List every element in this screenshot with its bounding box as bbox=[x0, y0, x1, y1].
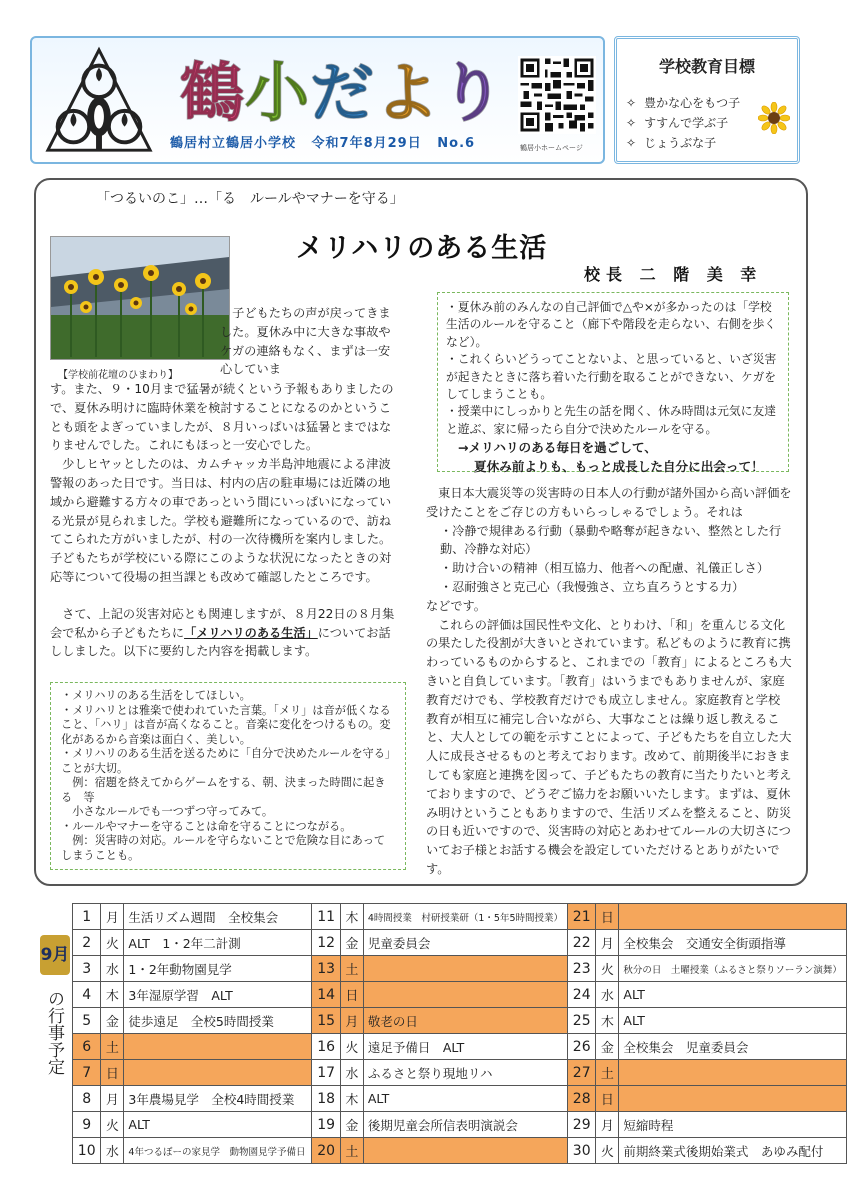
calendar-weekday: 日 bbox=[596, 1086, 619, 1112]
calendar-weekday: 金 bbox=[101, 1008, 124, 1034]
issue-date: 令和7年8月29日 bbox=[311, 136, 422, 151]
calendar-row bbox=[73, 1086, 847, 1112]
calendar-weekday: 日 bbox=[596, 904, 619, 930]
goal-item: ✧ 豊かな心をもつ子 bbox=[626, 96, 741, 110]
article-text-col2 bbox=[426, 484, 792, 879]
calendar-event: 前期終業式後期始業式 あゆみ配付 bbox=[619, 1138, 847, 1164]
calendar-event: 1・2年動物園見学 bbox=[124, 956, 312, 982]
article-paragraph: 東日本大震災等の災害時の日本人の行動が諸外国から高い評価を受けたことをご存じの方もいらっしゃるでしょう。それは bbox=[426, 486, 792, 519]
title-char: だ bbox=[310, 57, 375, 131]
article-text-lead bbox=[220, 304, 396, 379]
calendar-weekday: 火 bbox=[340, 1034, 363, 1060]
calendar-event: 徒歩遠足 全校5時間授業 bbox=[124, 1008, 312, 1034]
calendar-weekday: 木 bbox=[101, 982, 124, 1008]
calendar-event: ALT bbox=[124, 1112, 312, 1138]
calendar-weekday: 水 bbox=[101, 956, 124, 982]
calendar-row bbox=[73, 982, 847, 1008]
calendar-day: 15 bbox=[312, 1008, 340, 1034]
article-paragraph: などです。 bbox=[426, 598, 486, 613]
calendar-day: 3 bbox=[73, 956, 101, 982]
calendar-weekday: 木 bbox=[596, 1008, 619, 1034]
calendar-event bbox=[363, 1138, 567, 1164]
calendar-day: 17 bbox=[312, 1060, 340, 1086]
calendar-day: 25 bbox=[568, 1008, 596, 1034]
summary-item: ・メリハリのある生活を送るために「自分で決めたルールを守る」ことが大切。 bbox=[61, 747, 391, 775]
calendar-day: 7 bbox=[73, 1060, 101, 1086]
calendar-day: 9 bbox=[73, 1112, 101, 1138]
calendar-day: 1 bbox=[73, 904, 101, 930]
school-crest-icon bbox=[40, 44, 158, 162]
calendar-event: 秋分の日 土曜授業（ふるさと祭りソーラン演舞） bbox=[619, 956, 847, 982]
calendar-event bbox=[363, 982, 567, 1008]
calendar-day: 29 bbox=[568, 1112, 596, 1138]
calendar-weekday: 水 bbox=[340, 1060, 363, 1086]
summary-item: ・これくらいどうってことないよ、と思っていると、いざ災害が起きたときに落ち着いた行動を取ることができない、ケガをしてしまうことも。 bbox=[446, 352, 777, 402]
list-item: ・助け合いの精神（相互協力、他者への配慮、礼儀正しさ） bbox=[440, 561, 770, 576]
school-goals-title: 学校教育目標 bbox=[658, 57, 755, 76]
calendar-weekday: 日 bbox=[340, 982, 363, 1008]
calendar-day: 24 bbox=[568, 982, 596, 1008]
calendar-weekday: 月 bbox=[596, 1112, 619, 1138]
summary-item: 例：宿題を終えてからゲームをする、朝、決まった時間に起きる 等 bbox=[61, 776, 386, 804]
calendar-day: 20 bbox=[312, 1138, 340, 1164]
summary-item: ・メリハリとは雅楽で使われていた言葉。「メリ」は音が低くなること、「ハリ」は音が高くなること。音楽に変化をつけるもの。変化があるから音楽は面白く、美しい。 bbox=[61, 703, 391, 746]
calendar-event: ALT bbox=[363, 1086, 567, 1112]
article-author: 校長 二 階 美 幸 bbox=[584, 265, 763, 284]
calendar-weekday: 月 bbox=[101, 904, 124, 930]
calendar-event: ALT bbox=[619, 982, 847, 1008]
calendar-label bbox=[42, 990, 66, 1080]
calendar-weekday: 月 bbox=[340, 1008, 363, 1034]
title-char: よ bbox=[375, 57, 440, 131]
calendar-row bbox=[73, 956, 847, 982]
qr-code-icon[interactable] bbox=[518, 56, 596, 134]
list-item: ・忍耐強さと克己心（我慢強さ、立ち直ろうとする力） bbox=[440, 579, 745, 594]
calendar-label-text: の行事予定 bbox=[44, 990, 64, 1075]
article-paragraph: 少しヒヤッとしたのは、カムチャッカ半島沖地震による津波警報のあった日です。当日は、村内の店の駐車場には近隣の地域から避難する方々の車であっという間にいっぱいになっている光景が見られました。学校も避難所になっているので、訪ねてこられた方がいましたが、村の一次待機所を案内しました。子どもたちが学校にいる際にこのような状況になったときの対応等について役場の担当課とも改めて確認したところです。 bbox=[50, 457, 392, 584]
calendar-day: 8 bbox=[73, 1086, 101, 1112]
calendar-event: 後期児童会所信表明演説会 bbox=[363, 1112, 567, 1138]
title-char: り bbox=[440, 57, 505, 131]
summary-item: ・授業中にしっかりと先生の話を聞く、休み時間は元気に友達と遊ぶ、家に帰ったら自分で決めたルールを守る。 bbox=[446, 404, 777, 436]
calendar-weekday: 土 bbox=[340, 1138, 363, 1164]
masthead-subtitle bbox=[170, 132, 485, 151]
calendar-event bbox=[124, 1060, 312, 1086]
calendar-day: 16 bbox=[312, 1034, 340, 1060]
calendar-day: 12 bbox=[312, 930, 340, 956]
month-badge: 9月 bbox=[40, 935, 70, 975]
calendar-day: 28 bbox=[568, 1086, 596, 1112]
calendar-weekday: 日 bbox=[101, 1060, 124, 1086]
calendar-row bbox=[73, 1060, 847, 1086]
title-char: 小 bbox=[245, 57, 310, 131]
calendar-day: 10 bbox=[73, 1138, 101, 1164]
calendar-event: 4年つるぼーの家見学 動物園見学予備日 bbox=[124, 1138, 312, 1164]
calendar-weekday: 月 bbox=[596, 930, 619, 956]
calendar-event bbox=[619, 1086, 847, 1112]
article-text-col1 bbox=[50, 380, 396, 661]
calendar-event: 短縮時程 bbox=[619, 1112, 847, 1138]
calendar-weekday: 火 bbox=[596, 956, 619, 982]
calendar-weekday: 土 bbox=[101, 1034, 124, 1060]
qr-caption: 鶴居小ホームページ bbox=[520, 144, 583, 152]
calendar-row bbox=[73, 1138, 847, 1164]
summary-box-left bbox=[50, 682, 406, 870]
summary-item: 小さなルールでも一つずつ守ってみて。 bbox=[61, 805, 274, 818]
article-paragraph: これらの評価は国民性や文化、とりわけ、「和」を重んじる文化の果たした役割が大きいとされています。私どものように教育に携わっているものからすると、これまでの「教育」によるところも大きいと自負しています。「教育」はいうまでもありませんが、家庭教育だけでも、学校教育だけでも成立しません。家庭教育と学校教育が相互に補完し合いながら、大事なことは繰り返し教えること、大人としての範を示すことによって、子どもたちを自立した大人に成長させるものと考えております。改めて、前期後半におきましても家庭と連携を図って、子どもたちの教育に当たりたいと考えておりますので、どうぞご協力をお願いいたします。まずは、夏休み明けということもありますので、生活リズムを整えること、防災の日も近いですので、災害時の対応とあわせてルールの大切さについてお子様とお話する機会を設定していただけるとありがたいです。 bbox=[426, 617, 792, 876]
calendar-weekday: 火 bbox=[596, 1138, 619, 1164]
calendar-event bbox=[363, 956, 567, 982]
calendar-weekday: 金 bbox=[340, 930, 363, 956]
summary-item: ・夏休み前のみんなの自己評価で△や×が多かったのは「学校生活のルールを守ること（廊下や階段を走らない、右側を歩くなど）。 bbox=[446, 300, 777, 349]
calendar-day: 4 bbox=[73, 982, 101, 1008]
calendar-weekday: 水 bbox=[101, 1138, 124, 1164]
calendar-day: 5 bbox=[73, 1008, 101, 1034]
sunflower-photo bbox=[50, 236, 230, 360]
sunflower-icon bbox=[758, 102, 790, 134]
title-char: 鶴 bbox=[180, 57, 245, 131]
school-name: 鶴居村立鶴居小学校 bbox=[170, 136, 297, 151]
calendar-event: 全校集会 児童委員会 bbox=[619, 1034, 847, 1060]
calendar-event: 3年農場見学 全校4時間授業 bbox=[124, 1086, 312, 1112]
calendar-event bbox=[619, 904, 847, 930]
article-headline: メリハリのある生活 bbox=[296, 233, 548, 264]
calendar-weekday: 水 bbox=[596, 982, 619, 1008]
summary-highlight: →メリハリのある毎日を過ごして、 bbox=[458, 440, 657, 456]
issue-number: No.6 bbox=[437, 136, 476, 151]
calendar-weekday: 月 bbox=[101, 1086, 124, 1112]
calendar-row bbox=[73, 1112, 847, 1138]
calendar-event: 敬老の日 bbox=[363, 1008, 567, 1034]
calendar-day: 23 bbox=[568, 956, 596, 982]
calendar-day: 21 bbox=[568, 904, 596, 930]
summary-box-right bbox=[437, 292, 789, 475]
calendar-table bbox=[72, 903, 847, 1164]
list-item: ・冷静で規律ある行動（暴動や略奪が起きない、整然とした行動、冷静な対応） bbox=[440, 523, 782, 557]
calendar-weekday: 木 bbox=[340, 1086, 363, 1112]
calendar-weekday: 土 bbox=[340, 956, 363, 982]
calendar-row bbox=[73, 930, 847, 956]
calendar-event bbox=[124, 1034, 312, 1060]
summary-item: ・ルールやマナーを守ることは命を守ることにつながる。 bbox=[61, 819, 352, 833]
goal-item: ✧ じょうぶな子 bbox=[626, 136, 717, 150]
calendar-day: 22 bbox=[568, 930, 596, 956]
calendar-day: 26 bbox=[568, 1034, 596, 1060]
calendar-weekday: 火 bbox=[101, 1112, 124, 1138]
newsletter-title bbox=[180, 46, 505, 131]
calendar-day: 13 bbox=[312, 956, 340, 982]
calendar-weekday: 木 bbox=[340, 904, 363, 930]
calendar-weekday: 金 bbox=[596, 1034, 619, 1060]
calendar-row bbox=[73, 1034, 847, 1060]
calendar-day: 19 bbox=[312, 1112, 340, 1138]
calendar-row bbox=[73, 1008, 847, 1034]
calendar-row bbox=[73, 904, 847, 930]
calendar-event: 全校集会 交通安全街頭指導 bbox=[619, 930, 847, 956]
calendar-event: 児童委員会 bbox=[363, 930, 567, 956]
goal-item: ✧ すすんで学ぶ子 bbox=[626, 116, 729, 130]
photo-caption: 【学校前花壇のひまわり】 bbox=[58, 370, 178, 381]
calendar-event: 遠足予備日 ALT bbox=[363, 1034, 567, 1060]
article-kicker: 「つるいのこ」…「る ルールやマナーを守る」 bbox=[96, 191, 404, 207]
calendar-day: 27 bbox=[568, 1060, 596, 1086]
calendar-weekday: 金 bbox=[340, 1112, 363, 1138]
calendar-event: 3年湿原学習 ALT bbox=[124, 982, 312, 1008]
calendar-event: 4時間授業 村研授業研（1・5年5時間授業） bbox=[363, 904, 567, 930]
calendar-day: 11 bbox=[312, 904, 340, 930]
calendar-event: 生活リズム週間 全校集会 bbox=[124, 904, 312, 930]
calendar-day: 14 bbox=[312, 982, 340, 1008]
calendar-event: ALT bbox=[619, 1008, 847, 1034]
calendar-event: ALT 1・2年二計測 bbox=[124, 930, 312, 956]
sunflower-field-icon bbox=[51, 237, 229, 359]
summary-item: 例：災害時の対応。ルールを守らないことで危険な目にあってしまうことも。 bbox=[61, 834, 386, 862]
event-calendar bbox=[72, 903, 847, 1164]
calendar-day: 30 bbox=[568, 1138, 596, 1164]
calendar-weekday: 火 bbox=[101, 930, 124, 956]
calendar-day: 2 bbox=[73, 930, 101, 956]
calendar-day: 6 bbox=[73, 1034, 101, 1060]
article-paragraph: さて、上記の災害対応とも関連しますが、８月22日の８月集会で私から子どもたちに「メリハリのある生活」についてお話ししました。以下に要約した内容を掲載します。 bbox=[50, 606, 395, 659]
calendar-event bbox=[619, 1060, 847, 1086]
summary-highlight: 夏休み前よりも、もっと成長した自分に出会って！ bbox=[474, 459, 764, 475]
calendar-day: 18 bbox=[312, 1086, 340, 1112]
emphasis-text: 「メリハリのある生活」 bbox=[184, 625, 318, 640]
calendar-event: ふるさと祭り現地リハ bbox=[363, 1060, 567, 1086]
calendar-weekday: 土 bbox=[596, 1060, 619, 1086]
summary-item: ・メリハリのある生活をしてほしい。 bbox=[61, 689, 251, 702]
article-paragraph: す。また、９・10月まで猛暑が続くという予報もありましたので、夏休み明けに臨時休業を検討することになるのかということも頭をよぎっていましたが、８月いっぱいは猛暑とまではなりませんでした。これにもほっと一安心でした。 bbox=[50, 382, 394, 453]
article-paragraph: 子どもたちの声が戻ってきました。夏休み中に大きな事故やケガの連絡もなく、まずは一安心していま bbox=[220, 306, 391, 377]
